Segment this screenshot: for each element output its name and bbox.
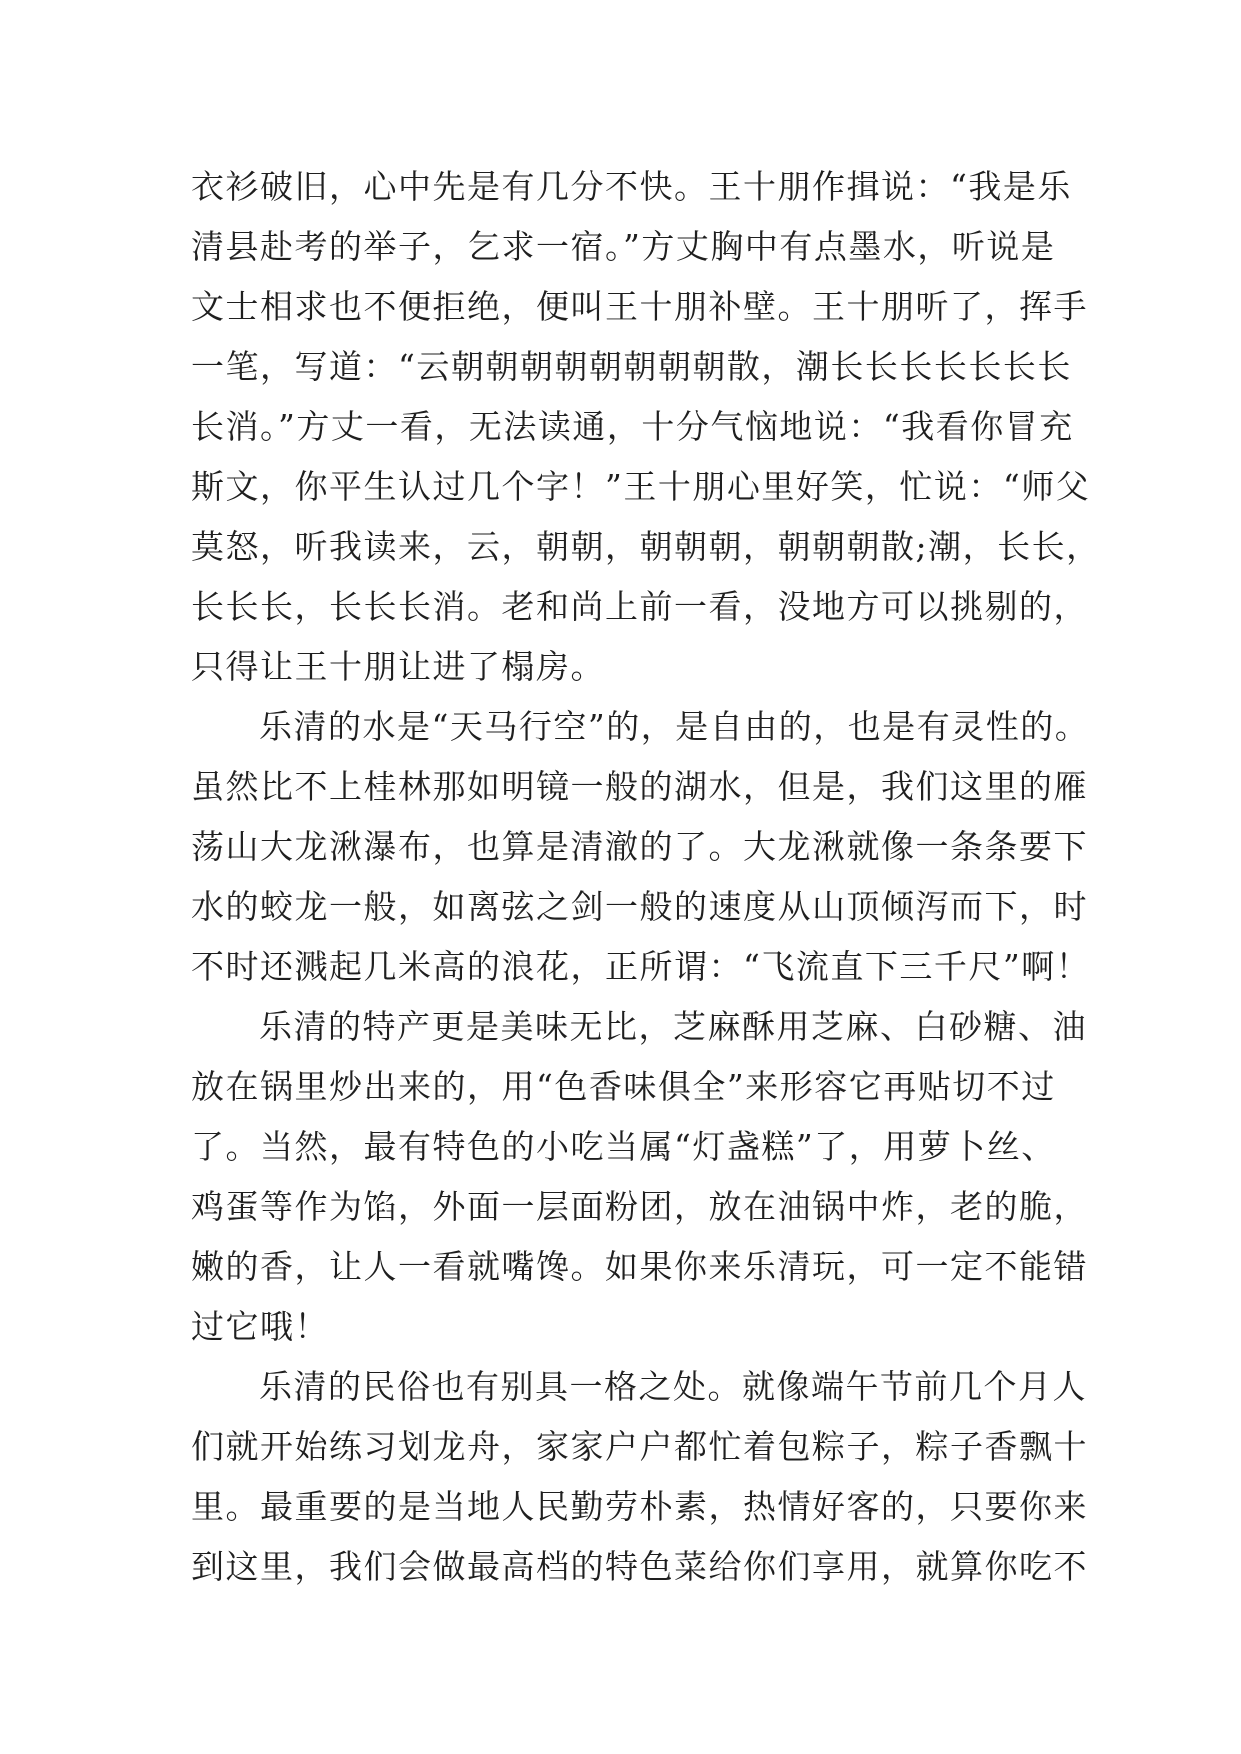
paragraph-first-line: 乐清的民俗也有别具一格之处。就像端午节前几个月人 bbox=[259, 1367, 1087, 1406]
text-line: 荡山大龙湫瀑布，也算是清澈的了。大龙湫就像一条条要下 bbox=[191, 827, 1088, 866]
text-line: 衣衫破旧，心中先是有几分不快。王十朋作揖说：“我是乐 bbox=[191, 167, 1072, 206]
paragraph-first-line: 乐清的特产更是美味无比，芝麻酥用芝麻、白砂糖、油 bbox=[259, 1007, 1087, 1046]
text-line: 里。最重要的是当地人民勤劳朴素，热情好客的，只要你来 bbox=[191, 1487, 1088, 1526]
text-line: 虽然比不上桂林那如明镜一般的湖水，但是，我们这里的雁 bbox=[191, 767, 1088, 806]
text-line: 不时还溅起几米高的浪花，正所谓：“飞流直下三千尺”啊！ bbox=[191, 947, 1091, 986]
text-line: 们就开始练习划龙舟，家家户户都忙着包粽子，粽子香飘十 bbox=[191, 1427, 1088, 1466]
text-line: 长长长，长长长消。老和尚上前一看，没地方可以挑剔的， bbox=[191, 587, 1088, 626]
text-line: 清县赴考的举子，乞求一宿。”方丈胸中有点墨水，听说是 bbox=[191, 227, 1056, 266]
text-line: 放在锅里炒出来的，用“色香味俱全”来形容它再贴切不过 bbox=[191, 1067, 1056, 1106]
text-line: 鸡蛋等作为馅，外面一层面粉团，放在油锅中炸，老的脆， bbox=[191, 1187, 1088, 1226]
text-line: 斯文，你平生认过几个字！”王十朋心里好笑，忙说：“师父 bbox=[191, 467, 1091, 506]
text-line: 只得让王十朋让进了榻房。 bbox=[191, 647, 605, 686]
text-line: 长消。”方丈一看，无法读通，十分气恼地说：“我看你冒充 bbox=[191, 407, 1074, 446]
text-line: 莫怒，听我读来，云，朝朝，朝朝朝，朝朝朝散;潮，长长， bbox=[191, 527, 1101, 566]
paragraph-first-line: 乐清的水是“天马行空”的，是自由的，也是有灵性的。 bbox=[259, 707, 1090, 746]
text-line: 到这里，我们会做最高档的特色菜给你们享用，就算你吃不 bbox=[191, 1547, 1088, 1586]
text-line: 水的蛟龙一般，如离弦之剑一般的速度从山顶倾泻而下，时 bbox=[191, 887, 1088, 926]
text-line: 了。当然，最有特色的小吃当属“灯盏糕”了，用萝卜丝、 bbox=[191, 1127, 1056, 1166]
text-line: 一笔，写道：“云朝朝朝朝朝朝朝朝散，潮长长长长长长长 bbox=[191, 347, 1072, 386]
text-line: 嫩的香，让人一看就嘴馋。如果你来乐清玩，可一定不能错 bbox=[191, 1247, 1088, 1286]
text-line: 过它哦！ bbox=[191, 1307, 329, 1346]
document-body bbox=[191, 157, 1101, 1597]
text-line: 文士相求也不便拒绝，便叫王十朋补壁。王十朋听了，挥手 bbox=[191, 287, 1088, 326]
